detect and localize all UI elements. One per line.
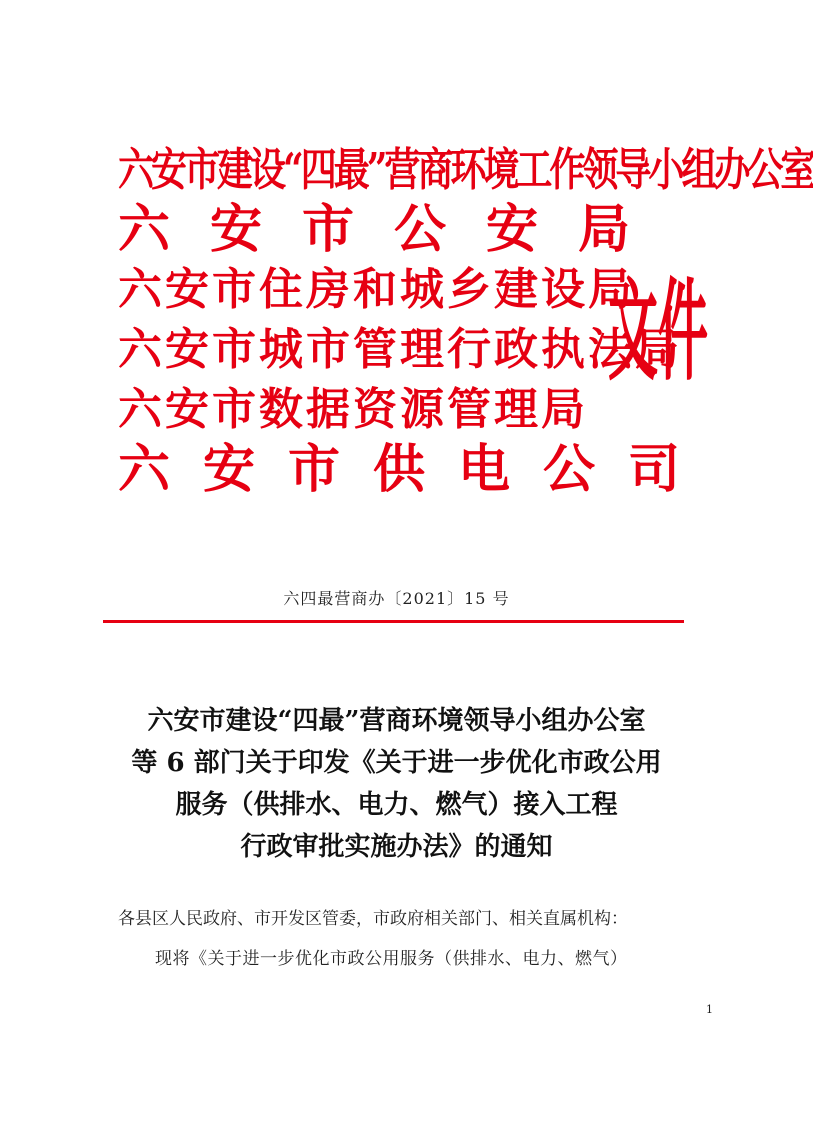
agency-line-data-resources: 六安市数据资源管理局 (118, 384, 588, 435)
title-line: 行政审批实施办法》的通知 (240, 832, 553, 862)
title-line: 六安市建设“四最”营商环境领导小组办公室 (147, 706, 646, 736)
agency-line-urban-management: 六安市城市管理行政执法局 (118, 324, 682, 375)
addressee-line: 各县区人民政府、市开发区管委，市政府相关部门、相关直属机构： (118, 909, 628, 929)
page-number: 1 (706, 1003, 713, 1016)
body-paragraph-start: 现将《关于进一步优化市政公用服务（供排水、电力、燃气） (155, 949, 628, 969)
agency-line-public-security: 六安市公安局 (118, 199, 671, 260)
document-label-wenjian: 文件 (608, 266, 708, 396)
title-line: 服务（供排水、电力、燃气）接入工程 (175, 790, 618, 820)
agency-line-power-supply: 六安市供电公司 (118, 439, 714, 500)
agency-line-housing-construction: 六安市住房和城乡建设局 (118, 264, 635, 315)
title-line: 等 6 部门关于印发《关于进一步优化市政公用 (131, 748, 662, 778)
document-title (0, 700, 793, 868)
document-number: 六四最营商办〔2021〕15 号 (283, 589, 510, 608)
red-divider-line (103, 620, 684, 623)
agency-line-office: 六安市建设“四最”营商环境工作领导小组办公室 (118, 143, 813, 197)
